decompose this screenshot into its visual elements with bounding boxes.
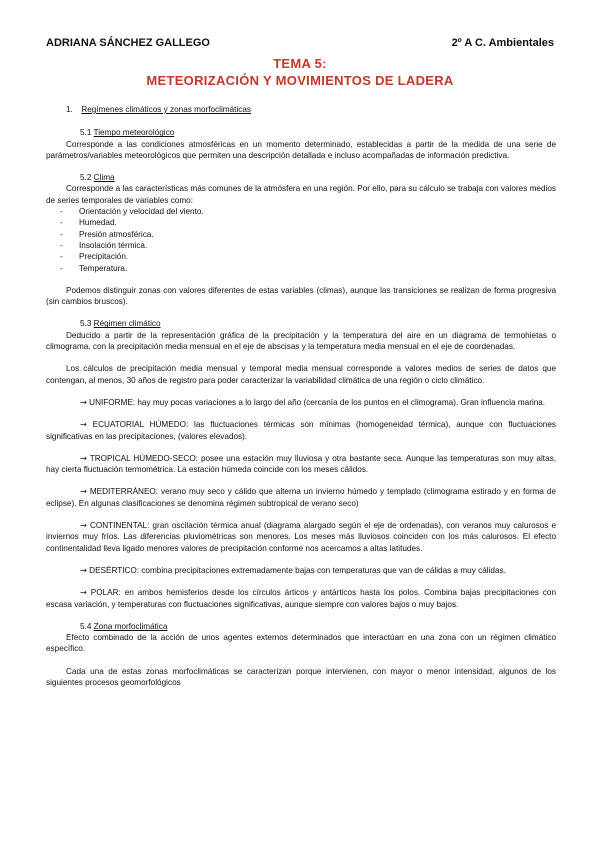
document-body (46, 104, 556, 688)
section-number: 1. (66, 105, 73, 114)
variables-list (46, 206, 556, 274)
regime-tropical: → TROPICAL HÚMEDO-SECO: posee una estación muy lluviosa y otra bastante seca. Aunque las temperaturas son muy altas, hay cierta fluctuación termométrica. La estación húmeda coincide con los meses cálidos. (46, 452, 556, 475)
arrow-icon: → (80, 419, 87, 430)
arrow-icon: → (80, 486, 87, 497)
list-item: - Presión atmosférica. (46, 229, 556, 240)
subsection-number: 5.1 (80, 128, 92, 138)
subsection-label: Clima (93, 173, 115, 183)
topic-number: TEMA 5: (273, 56, 327, 71)
arrow-icon: → (80, 587, 87, 598)
subsection-heading-5-2 (80, 172, 556, 183)
subsection-label: Tiempo meteorológico (93, 128, 175, 138)
arrow-icon: → (80, 452, 87, 463)
arrow-icon: → (80, 564, 87, 575)
topic-title: METEORIZACIÓN Y MOVIMIENTOS DE LADERA (146, 73, 454, 88)
subsection-heading-5-1 (80, 127, 556, 138)
paragraph: Cada una de estas zonas morfoclimáticas se caracterizan porque intervienen, con mayor o menor intensidad, algunos de los siguientes procesos geomorfológicos (46, 666, 556, 687)
regime-uniforme: → UNIFORME: hay muy pocas variaciones a lo largo del año (cercanía de los puntos en el climograma). Gran influencia marina. (80, 396, 546, 407)
section-heading (66, 104, 556, 115)
regime-continental: → CONTINENTAL: gran oscilación térmica anual (diagrama alargado según el eje de ordenadas), con veranos muy calurosos e inviernos muy fríos. Las diferencias pluviométricas son menores. Los meses más lluviosos coinciden con los más calurosos. El efecto continentalidad lleva ligado menores valores de precipitación conforme nos acercamos a altas latitudes. (46, 520, 556, 553)
list-item: - Insolación térmica. (46, 240, 556, 251)
author-name: ADRIANA SÁNCHEZ GALLEGO (46, 37, 210, 49)
paragraph: Deducido a partir de la representación gráfica de la precipitación y la temperatura del aire en un diagrama de termohietas o climograma, con la precipitación media mensual en el eje de abscisas y la temperatura media mensual en el eje de coordenadas. (46, 330, 556, 352)
arrow-icon: → (80, 520, 87, 531)
paragraph: Corresponde a las condiciones atmosféricas en un momento determinado, establecidas a partir de la medida de una serie de parámetros/variables meteorológicos que permiten una descripción detallada e incluso acompañadas de información predictiva. (46, 139, 556, 160)
course-label: 2º A C. Ambientales (451, 37, 554, 49)
list-item: - Temperatura. (46, 263, 556, 274)
paragraph: Podemos distinguir zonas con valores diferentes de estas variables (climas), aunque las transiciones se realizan de forma progresiva (sin cambios bruscos). (46, 285, 556, 307)
section-label: Regímenes climáticos y zonas morfoclimáticas (81, 105, 251, 114)
paragraph: Corresponde a las características más comunes de la atmósfera en una región. Por ello, para su cálculo se trabaja con valores medios de series temporales de variables como: (46, 184, 556, 205)
arrow-icon: → (80, 396, 87, 407)
subsection-number: 5.2 (80, 173, 92, 183)
paragraph: Los cálculos de precipitación media mensual y temporal media mensual corresponde a valores medios de series de datos que contengan, al menos, 30 años de registro para poder caracterizar la variabilidad climática de una región o ciclo climático. (46, 364, 556, 385)
subsection-label: Zona morfoclimática (93, 621, 168, 631)
regime-polar: → POLAR: en ambos hemisferios desde los círculos árticos y antárticos hasta los polos. Combina bajas precipitaciones con escasa variación, y temperaturas con fluctuaciones significativas, aunque siempre con valores bajos o muy bajos. (46, 587, 556, 609)
subsection-number: 5.3 (80, 319, 92, 329)
subsection-heading-5-4 (80, 621, 556, 632)
list-item: - Orientación y velocidad del viento. (46, 206, 556, 217)
regime-desertico: → DESÉRTICO: combina precipitaciones extremadamente bajas con temperaturas que van de cálidas a muy cálidas. (80, 564, 506, 575)
subsection-label: Régimen climático (93, 319, 161, 329)
regime-ecuatorial: → ECUATORIAL HÚMEDO: las fluctuaciones térmicas son mínimas (homogeneidad térmica), aunque con fluctuaciones significativas en las precipitaciones, (valores elevados). (46, 419, 556, 441)
regime-mediterraneo: → MEDITERRÁNEO: verano muy seco y cálido que alterna un invierno húmedo y templado (climograma estirado y en forma de eclipse). En algunas clasificaciones se denomina régimen subtropical de verano seco) (46, 486, 556, 508)
subsection-number: 5.4 (80, 621, 92, 631)
paragraph: Efecto combinado de la acción de unos agentes externos determinados que interactúan en una zona con un régimen climático específico. (46, 633, 556, 654)
subsection-heading-5-3 (80, 318, 556, 329)
list-item: - Humedad. (46, 217, 556, 228)
list-item: - Precipitación. (46, 251, 556, 262)
